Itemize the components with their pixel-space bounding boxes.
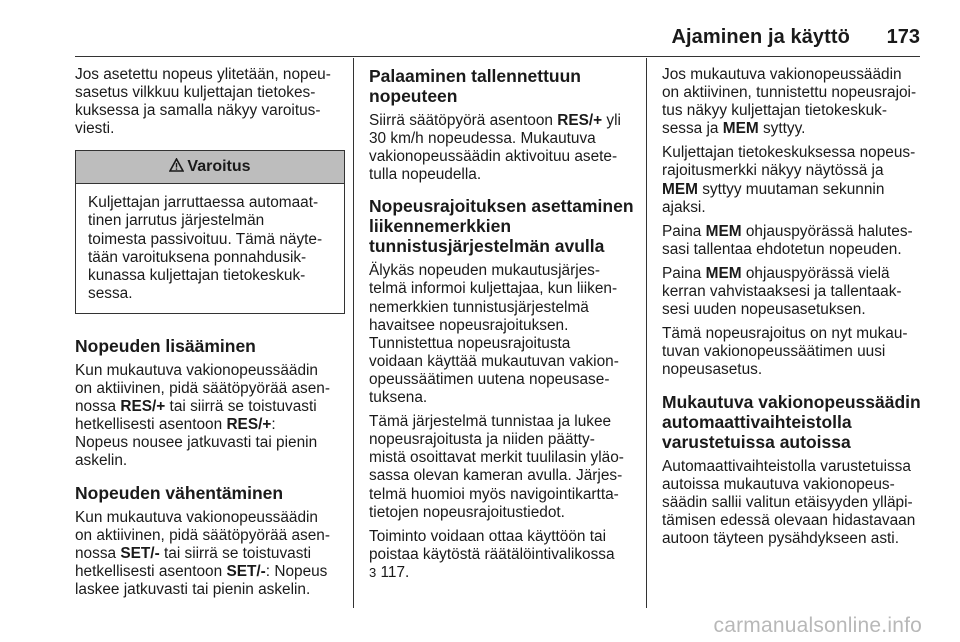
column-divider-2	[646, 58, 647, 608]
heading-speed-limit: Nopeusrajoituksen asettaminen liikennemerkkien tunnistusjärjestelmän avulla	[369, 196, 634, 257]
speed-limit-paragraph-1: Älykäs nopeuden mukautusjärjes- telmä informoi kuljettajaa, kun liiken- nemerkkien tunnistusjärjestelmä havaitsee nopeusrajoituksen. Tunnistettua nopeusrajoitusta voidaan käyttää mukautuvan vakion- opeussäätimen uutena nopeusase- tuksena.	[369, 262, 619, 407]
text-line: sasetus vilkkuu kuljettajan tietokes-	[75, 84, 316, 102]
text-line: Jos asetettu nopeus ylitetään, nopeu-	[75, 66, 331, 83]
column-3	[662, 66, 932, 554]
reference-arrow-icon: 3	[369, 564, 377, 580]
speed-limit-paragraph-3: Toiminto voidaan ottaa käyttöön tai poistaa käytöstä räätälöintivalikossa 3 117.	[369, 528, 639, 582]
watermark: carmanualsonline.info	[713, 614, 922, 637]
text-line: sessa.	[88, 284, 133, 302]
heading-decrease-speed: Nopeuden vähentäminen	[75, 482, 284, 503]
text-line: tinen jarrutus järjestelmän	[88, 212, 265, 230]
text-line: Kuljettajan jarruttaessa automaat-	[88, 194, 319, 212]
page-header	[0, 0, 960, 60]
column-2	[369, 66, 639, 588]
heading-return-to-speed: Palaaminen tallennettuun nopeuteen	[369, 66, 581, 106]
text-line: tään varoituksena ponnahdusik-	[88, 248, 307, 266]
automatic-transmission-paragraph: Automaattivaihteistolla varustetuissa autoissa mukautuva vakionopeus- säädin sallii valitun etäisyyden ylläpi- tämisen edessä olevaan hidastavaan autoon täyteen pysähdykseen asti.	[662, 457, 916, 547]
speed-limit-paragraph-2: Tämä järjestelmä tunnistaa ja lukee nopeusrajoitusta ja niiden päätty- mistä osoittavat merkit tuulilasin yläo- sassa olevan kameran avulla. Järjes- telmä huomioi myös navigointikartta- tietojen nopeusrajoitustiedot.	[369, 413, 624, 521]
text-line: kuksessa ja samalla näkyy varoitus-	[75, 102, 321, 120]
mem-paragraph-5: Tämä nopeusrajoitus on nyt mukau- tuvan vakionopeussäätimen uusi nopeusasetus.	[662, 325, 908, 379]
warning-triangle-icon	[169, 158, 184, 177]
text-line: viesti.	[75, 120, 115, 138]
page-reference: 3 117.	[369, 563, 410, 581]
text-line: kunassa kuljettajan tietokeskuk-	[88, 266, 306, 284]
column-1	[75, 66, 345, 605]
mem-paragraph-1: Jos mukautuva vakionopeussäädin on aktiivinen, tunnistettu nopeusrajoi- tus näkyy kuljettajan tietokeskuk- sessa ja MEM syttyy.	[662, 66, 917, 138]
page-number: 173	[886, 26, 920, 48]
mem-paragraph-4: Paina MEM ohjauspyörässä vielä kerran vahvistaaksesi ja tallentaak- sesi uuden nopeusasetuksen.	[662, 264, 902, 319]
intro-paragraph	[75, 66, 345, 138]
header-rule	[75, 56, 920, 57]
mem-paragraph-3: Paina MEM ohjauspyörässä halutes- sasi tallentaa ehdotetun nopeuden.	[662, 222, 913, 258]
warning-header	[76, 151, 344, 184]
warning-title: Varoitus	[187, 158, 251, 176]
warning-body	[76, 184, 344, 313]
warning-box	[75, 150, 345, 314]
column-divider-1	[353, 58, 354, 608]
decrease-speed-paragraph: Kun mukautuva vakionopeussäädin on aktiivinen, pidä säätöpyörää asen- nossa SET/- tai siirrä se toistuvasti hetkellisesti asentoon SET/-: Nopeus laskee jatkuvasti tai pienin askelin.	[75, 508, 330, 598]
return-paragraph: Siirrä säätöpyörä asentoon RES/+ yli 30 km/h nopeudessa. Mukautuva vakionopeussäädin aktivoituu asete- tulla nopeudella.	[369, 112, 621, 184]
increase-speed-paragraph: Kun mukautuva vakionopeussäädin on aktiivinen, pidä säätöpyörää asen- nossa RES/+ tai siirrä se toistuvasti hetkellisesti asentoon RES/+: Nopeus nousee jatkuvasti tai pienin askelin.	[75, 361, 330, 470]
mem-paragraph-2: Kuljettajan tietokeskuksessa nopeus- rajoitusmerkki näkyy näytössä ja MEM syttyy muutaman sekunnin ajaksi.	[662, 144, 916, 216]
section-title: Ajaminen ja käyttö	[671, 26, 850, 48]
text-line: toimesta passivoituu. Tämä näyte-	[88, 230, 323, 248]
heading-automatic-transmission: Mukautuva vakionopeussäädin automaattivaihteistolla varustetuissa autoissa	[662, 391, 921, 452]
heading-increase-speed: Nopeuden lisääminen	[75, 335, 256, 356]
